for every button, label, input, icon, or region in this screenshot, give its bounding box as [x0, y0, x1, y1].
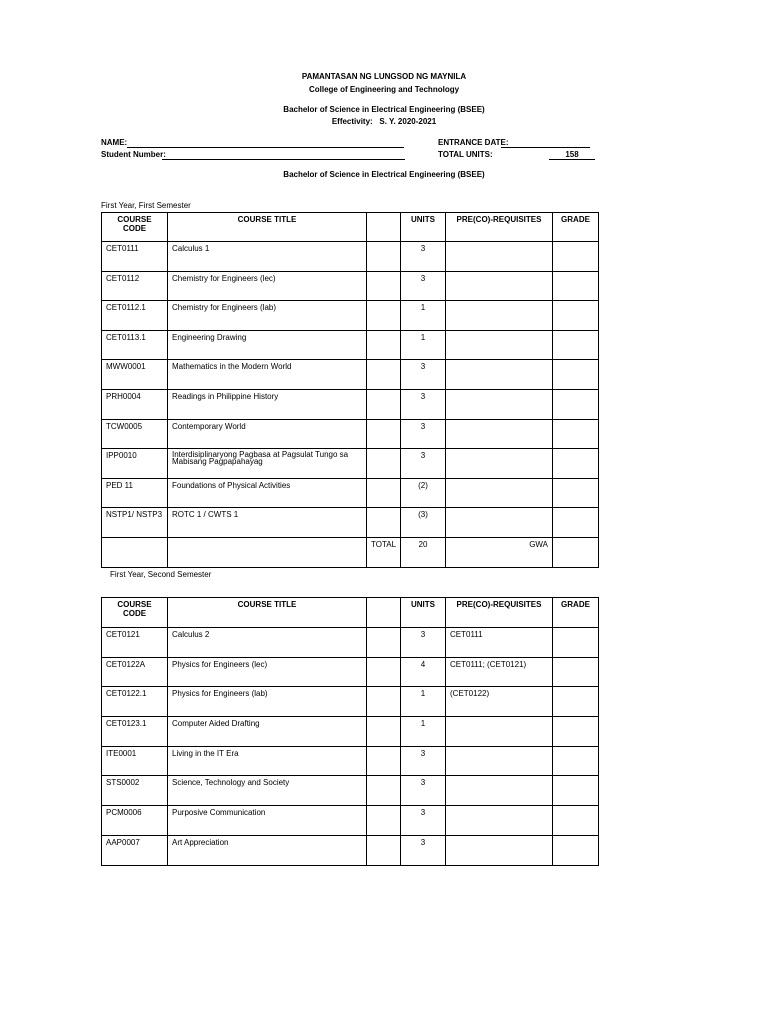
course-code: CET0122.1 — [102, 687, 168, 717]
course-title: Computer Aided Drafting — [168, 717, 367, 747]
course-prerequisites — [446, 360, 553, 390]
grade-cell[interactable] — [553, 389, 599, 419]
curriculum-subtitle: Bachelor of Science in Electrical Engineering (BSEE) — [283, 170, 485, 179]
course-units: 3 — [401, 242, 446, 272]
blank-cell — [168, 537, 367, 567]
table-row — [102, 478, 599, 508]
effectivity-value: S. Y. 2020-2021 — [379, 117, 437, 126]
blank-cell — [102, 537, 168, 567]
course-code: ITE0001 — [102, 746, 168, 776]
table-row — [102, 389, 599, 419]
course-prerequisites — [446, 478, 553, 508]
table-row — [102, 628, 599, 658]
header-units: UNITS — [401, 598, 446, 628]
blank-cell — [367, 687, 401, 717]
semester-label-first: First Year, First Semester — [101, 201, 191, 210]
course-code: PCM0006 — [102, 806, 168, 836]
course-code: CET0113.1 — [102, 330, 168, 360]
course-units: 3 — [401, 806, 446, 836]
course-units: (3) — [401, 508, 446, 538]
grade-cell[interactable] — [553, 478, 599, 508]
blank-cell — [367, 242, 401, 272]
table-header-row — [102, 213, 599, 242]
course-units: 3 — [401, 835, 446, 865]
course-title: Art Appreciation — [168, 835, 367, 865]
table-row — [102, 657, 599, 687]
grade-cell[interactable] — [553, 776, 599, 806]
blank-cell — [367, 717, 401, 747]
grade-cell[interactable] — [553, 717, 599, 747]
course-prerequisites: CET0111; (CET0121) — [446, 657, 553, 687]
table-row — [102, 508, 599, 538]
course-code: PED 11 — [102, 478, 168, 508]
course-title: Readings in Philippine History — [168, 389, 367, 419]
table-row — [102, 835, 599, 865]
first-semester-table — [101, 212, 599, 568]
blank-cell — [367, 449, 401, 479]
course-units: 3 — [401, 271, 446, 301]
course-prerequisites: CET0111 — [446, 628, 553, 658]
course-units: 4 — [401, 657, 446, 687]
course-units: 1 — [401, 330, 446, 360]
effectivity — [0, 117, 768, 126]
course-units: 3 — [401, 449, 446, 479]
course-prerequisites — [446, 449, 553, 479]
entrance-date-label: ENTRANCE DATE: — [438, 138, 509, 147]
total-units-line — [549, 159, 595, 160]
course-code: IPP0010 — [102, 449, 168, 479]
table-row — [102, 687, 599, 717]
course-title: Chemistry for Engineers (lec) — [168, 271, 367, 301]
table-row — [102, 717, 599, 747]
table-row — [102, 242, 599, 272]
course-title: Engineering Drawing — [168, 330, 367, 360]
grade-cell[interactable] — [553, 419, 599, 449]
header-course-title: COURSE TITLE — [168, 598, 367, 628]
header-prerequisites: PRE(CO)-REQUISITES — [446, 598, 553, 628]
blank-cell — [367, 508, 401, 538]
course-units: 3 — [401, 776, 446, 806]
blank-cell — [367, 776, 401, 806]
gwa-value-cell[interactable] — [553, 537, 599, 567]
course-prerequisites — [446, 508, 553, 538]
course-title: Contemporary World — [168, 419, 367, 449]
college-name: College of Engineering and Technology — [308, 85, 460, 94]
course-code: STS0002 — [102, 776, 168, 806]
gwa-label: GWA — [446, 537, 553, 567]
course-code: CET0112.1 — [102, 301, 168, 331]
course-code: NSTP1/ NSTP3 — [102, 508, 168, 538]
course-prerequisites: (CET0122) — [446, 687, 553, 717]
blank-cell — [367, 330, 401, 360]
grade-cell[interactable] — [553, 835, 599, 865]
course-code: CET0121 — [102, 628, 168, 658]
course-units: 3 — [401, 628, 446, 658]
course-code: PRH0004 — [102, 389, 168, 419]
table-row — [102, 301, 599, 331]
name-field-line[interactable] — [127, 147, 404, 148]
course-title: Chemistry for Engineers (lab) — [168, 301, 367, 331]
grade-cell[interactable] — [553, 242, 599, 272]
program-title: Bachelor of Science in Electrical Engineering (BSEE) — [283, 105, 485, 114]
course-units: 1 — [401, 301, 446, 331]
course-units: 1 — [401, 717, 446, 747]
grade-cell[interactable] — [553, 508, 599, 538]
course-title: Foundations of Physical Activities — [168, 478, 367, 508]
course-prerequisites — [446, 776, 553, 806]
course-units: 1 — [401, 687, 446, 717]
grade-cell[interactable] — [553, 746, 599, 776]
table-row — [102, 746, 599, 776]
course-title: Interdisiplinaryong Pagbasa at Pagsulat Tungo sa Mabisang Pagpapahayag — [168, 449, 367, 479]
table-row — [102, 360, 599, 390]
total-label: TOTAL — [367, 537, 401, 567]
course-code: CET0122A — [102, 657, 168, 687]
header-course-code: COURSE CODE — [102, 598, 168, 628]
grade-cell[interactable] — [553, 657, 599, 687]
blank-cell — [367, 389, 401, 419]
blank-cell — [367, 746, 401, 776]
second-semester-table — [101, 597, 599, 866]
table-row — [102, 776, 599, 806]
total-row — [102, 537, 599, 567]
course-units: 3 — [401, 419, 446, 449]
grade-cell[interactable] — [553, 628, 599, 658]
course-title: Mathematics in the Modern World — [168, 360, 367, 390]
total-units-label: TOTAL UNITS: — [438, 150, 493, 159]
blank-cell — [367, 806, 401, 836]
table-header-row — [102, 598, 599, 628]
blank-cell — [367, 835, 401, 865]
course-title: Living in the IT Era — [168, 746, 367, 776]
effectivity-label: Effectivity: — [331, 117, 373, 126]
course-code: AAP0007 — [102, 835, 168, 865]
header-course-code: COURSE CODE — [102, 213, 168, 242]
total-units-value: 158 — [565, 150, 579, 159]
table-row — [102, 330, 599, 360]
course-units: 3 — [401, 360, 446, 390]
course-title: Physics for Engineers (lab) — [168, 687, 367, 717]
blank-cell — [367, 360, 401, 390]
student-number-label: Student Number: — [101, 150, 166, 159]
grade-cell[interactable] — [553, 806, 599, 836]
blank-cell — [367, 478, 401, 508]
table-row — [102, 271, 599, 301]
student-number-field-line[interactable] — [162, 159, 405, 160]
course-prerequisites — [446, 242, 553, 272]
header-grade: GRADE — [553, 598, 599, 628]
header-grade: GRADE — [553, 213, 599, 242]
header-prerequisites: PRE(CO)-REQUISITES — [446, 213, 553, 242]
blank-cell — [367, 628, 401, 658]
header-blank — [367, 213, 401, 242]
course-prerequisites — [446, 271, 553, 301]
course-title: ROTC 1 / CWTS 1 — [168, 508, 367, 538]
grade-cell[interactable] — [553, 271, 599, 301]
course-title: Calculus 2 — [168, 628, 367, 658]
name-label: NAME: — [101, 138, 128, 147]
table-row — [102, 419, 599, 449]
blank-cell — [367, 301, 401, 331]
grade-cell[interactable] — [553, 330, 599, 360]
course-prerequisites — [446, 717, 553, 747]
course-code: MWW0001 — [102, 360, 168, 390]
total-units: 20 — [401, 537, 446, 567]
course-title: Physics for Engineers (lec) — [168, 657, 367, 687]
course-prerequisites — [446, 835, 553, 865]
course-prerequisites — [446, 419, 553, 449]
course-code: CET0112 — [102, 271, 168, 301]
course-prerequisites — [446, 330, 553, 360]
blank-cell — [367, 271, 401, 301]
grade-cell[interactable] — [553, 687, 599, 717]
university-name: PAMANTASAN NG LUNGSOD NG MAYNILA — [301, 72, 467, 81]
course-title: Science, Technology and Society — [168, 776, 367, 806]
course-prerequisites — [446, 806, 553, 836]
header-units: UNITS — [401, 213, 446, 242]
grade-cell[interactable] — [553, 301, 599, 331]
blank-cell — [367, 657, 401, 687]
course-title: Purposive Communication — [168, 806, 367, 836]
course-code: CET0123.1 — [102, 717, 168, 747]
course-title: Calculus 1 — [168, 242, 367, 272]
course-prerequisites — [446, 389, 553, 419]
table-row — [102, 449, 599, 479]
course-units: 3 — [401, 389, 446, 419]
blank-cell — [367, 419, 401, 449]
course-code: TCW0005 — [102, 419, 168, 449]
course-units: (2) — [401, 478, 446, 508]
grade-cell[interactable] — [553, 360, 599, 390]
header-blank — [367, 598, 401, 628]
header-course-title: COURSE TITLE — [168, 213, 367, 242]
course-units: 3 — [401, 746, 446, 776]
table-row — [102, 806, 599, 836]
semester-label-second: First Year, Second Semester — [110, 570, 212, 579]
grade-cell[interactable] — [553, 449, 599, 479]
course-code: CET0111 — [102, 242, 168, 272]
entrance-date-field-line[interactable] — [501, 147, 590, 148]
course-prerequisites — [446, 746, 553, 776]
course-prerequisites — [446, 301, 553, 331]
